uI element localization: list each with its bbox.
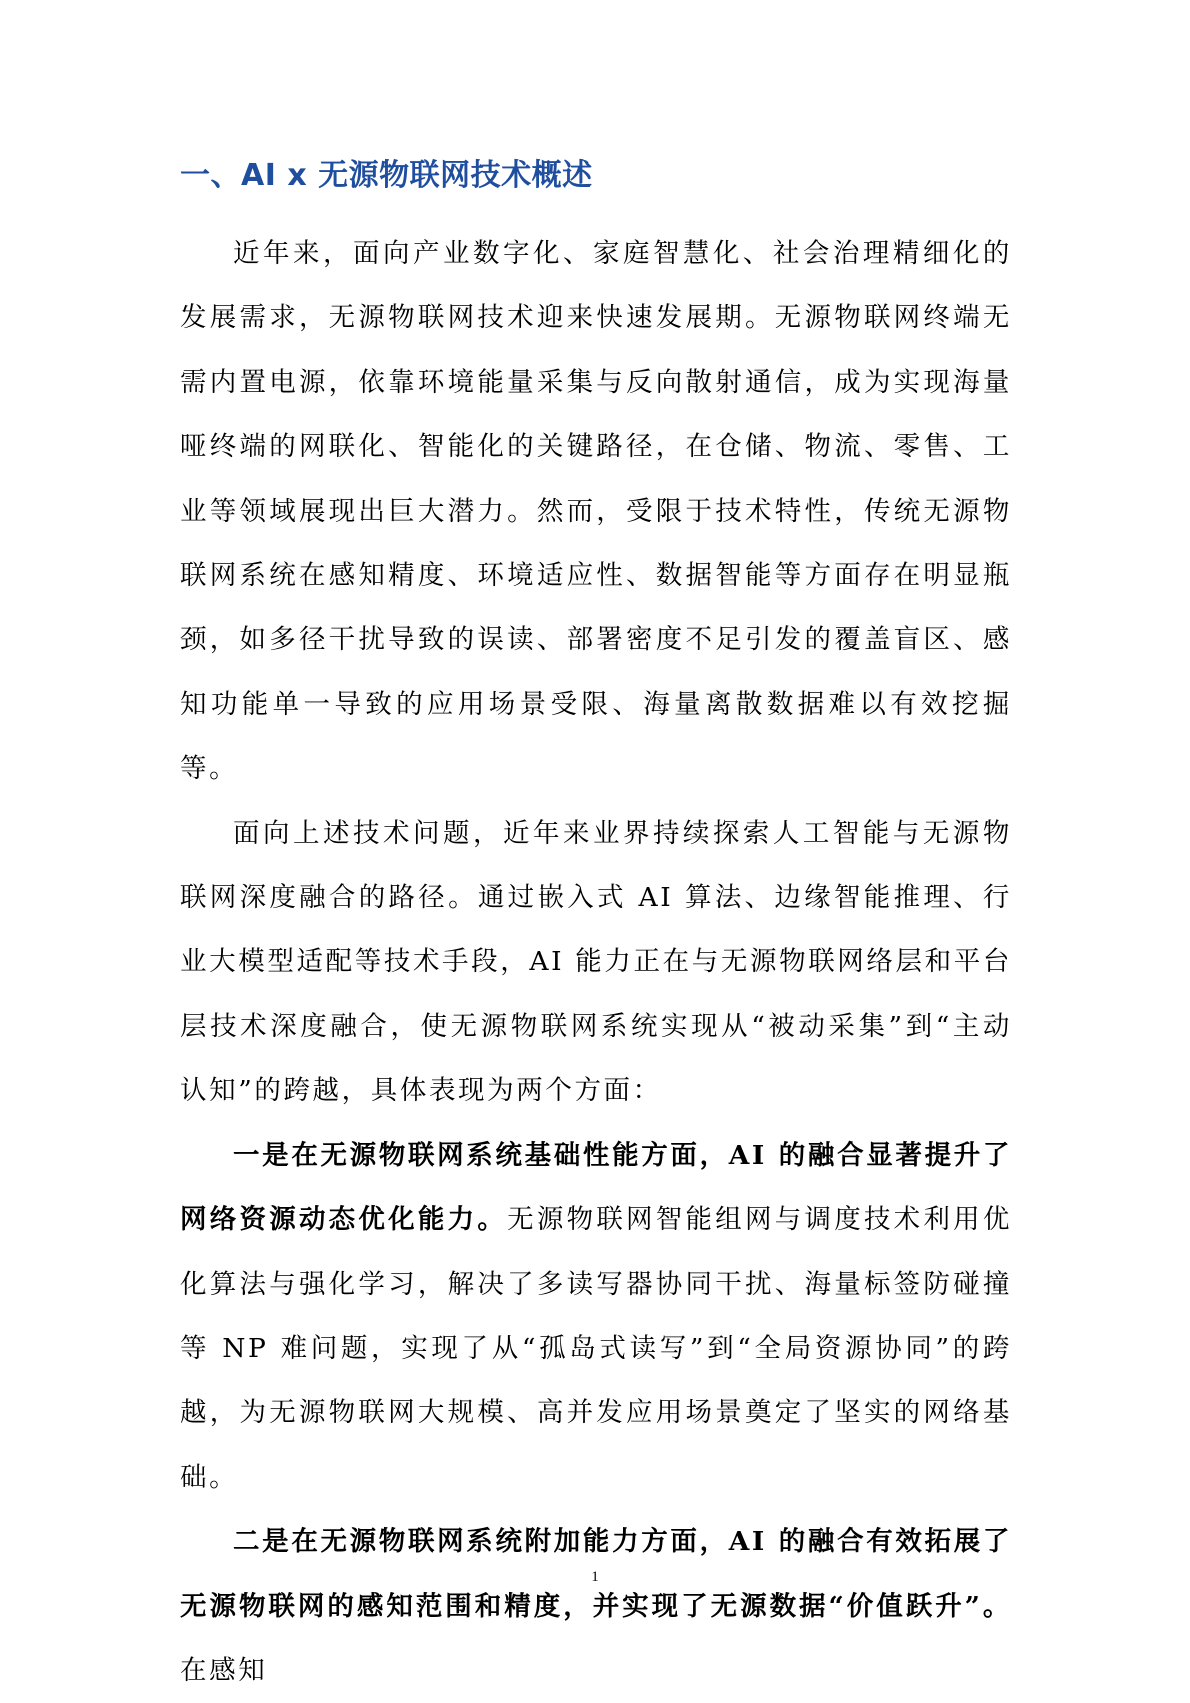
paragraph-point-one-text: 无源物联网智能组网与调度技术利用优化算法与强化学习，解决了多读写器协同干扰、海量标签防碰撞等 NP 难问题，实现了从“孤岛式读写”到“全局资源协同”的跨越，为无源物联网大规模、高并发应用场景奠定了坚实的网络基础。 <box>180 1204 1012 1493</box>
section-heading: 一、AI x 无源物联网技术概述 <box>180 158 593 193</box>
body-text <box>180 222 1012 1703</box>
paragraph-point-two <box>180 1510 1012 1703</box>
paragraph-point-two-text: 在感知 <box>180 1654 268 1686</box>
paragraph-point-one <box>180 1124 1012 1510</box>
paragraph-intro <box>180 222 1012 802</box>
paragraph-ai-integration <box>180 802 1012 1124</box>
paragraph-point-one-lead: 一是在无源物联网系统基础性能方面，AI 的融合显著提升了网络资源动态优化能力。 <box>180 1139 1012 1236</box>
paragraph-point-two-lead: 二是在无源物联网系统附加能力方面，AI 的融合有效拓展了无源物联网的感知范围和精度，并实现了无源数据“价值跃升”。 <box>180 1526 1012 1622</box>
paragraph-ai-integration-text: 面向上述技术问题，近年来业界持续探索人工智能与无源物联网深度融合的路径。通过嵌入式 AI 算法、边缘智能推理、行业大模型适配等技术手段，AI 能力正在与无源物联网络层和平台层技术深度融合，使无源物联网系统实现从“被动采集”到“主动认知”的跨越，具体表现为两个方面： <box>180 817 1012 1107</box>
page-number: 1 <box>591 1569 599 1585</box>
paragraph-intro-text: 近年来，面向产业数字化、家庭智慧化、社会治理精细化的发展需求，无源物联网技术迎来快速发展期。无源物联网终端无需内置电源，依靠环境能量采集与反向散射通信，成为实现海量哑终端的网联化、智能化的关键路径，在仓储、物流、零售、工业等领域展现出巨大潜力。然而，受限于技术特性，传统无源物联网系统在感知精度、环境适应性、数据智能等方面存在明显瓶颈，如多径干扰导致的误读、部署密度不足引发的覆盖盲区、感知功能单一导致的应用场景受限、海量离散数据难以有效挖掘等。 <box>180 238 1012 785</box>
